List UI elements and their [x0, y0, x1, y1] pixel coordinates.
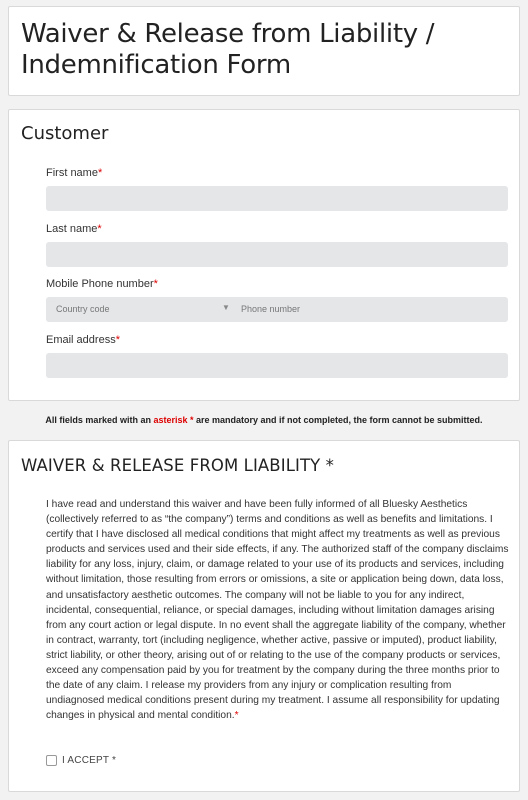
phone-number-input[interactable]: Phone number — [241, 304, 301, 314]
form-header-card — [8, 6, 520, 96]
phone-label: Mobile Phone number* — [46, 278, 158, 290]
accept-checkbox-row[interactable] — [46, 755, 116, 766]
waiver-section — [8, 440, 520, 792]
last-name-input[interactable] — [46, 242, 508, 267]
waiver-body-text: I have read and understand this waiver and have been fully informed of all Bluesky Aesthetics (collectively referred to as “the company”) terms and conditions as well as benefits and limitations. I certify that I have disclosed all medical conditions that might affect my treatments as well as previous products and services used and their side effects, if any. The authorized staff of the company disclaims liability for any loss, injury, claim, or damage related to your use of its products and services, including without limitation, those resulting from errors or omissions, a site or application being down, data loss, and unsatisfactory aesthetic outcomes. The company will not be liable to you for any indirect, incidental, consequential, reliance, or special damages, including without limitation damages arising from any court action or legal dispute. In no event shall the aggregate liability of the company, whether in contract, warranty, tort (including negligence, whether active, passive or imputed), product liability, strict liability, or other theory, arising out of or relating to the use of the company products or services, exceed any compensation paid by you for treatment by the company during the three months prior to the date of any claim. I release my providers from any injury or complication resulting from undiagnosed medical conditions present during my treatment. I assume all responsibility for updating changes in physical and mental condition.* — [46, 499, 509, 722]
accept-label: I ACCEPT * — [62, 755, 117, 766]
customer-section — [8, 109, 520, 401]
first-name-input[interactable] — [46, 186, 508, 211]
email-label: Email address* — [46, 334, 120, 346]
chevron-down-icon[interactable]: ▼ — [222, 303, 230, 312]
mandatory-notice: All fields marked with an asterisk * are mandatory and if not completed, the form cannot be submitted. — [45, 415, 483, 425]
first-name-label: First name* — [46, 167, 103, 179]
email-input[interactable] — [46, 353, 508, 378]
accept-checkbox[interactable] — [46, 755, 57, 766]
phone-field — [46, 297, 508, 322]
page-title: Waiver & Release from Liability / Indemnification Form — [21, 19, 435, 80]
customer-section-title: Customer — [21, 123, 109, 144]
last-name-label: Last name* — [46, 223, 102, 235]
waiver-section-title: WAIVER & RELEASE FROM LIABILITY * — [21, 456, 335, 475]
country-code-select[interactable]: Country code — [56, 304, 110, 314]
